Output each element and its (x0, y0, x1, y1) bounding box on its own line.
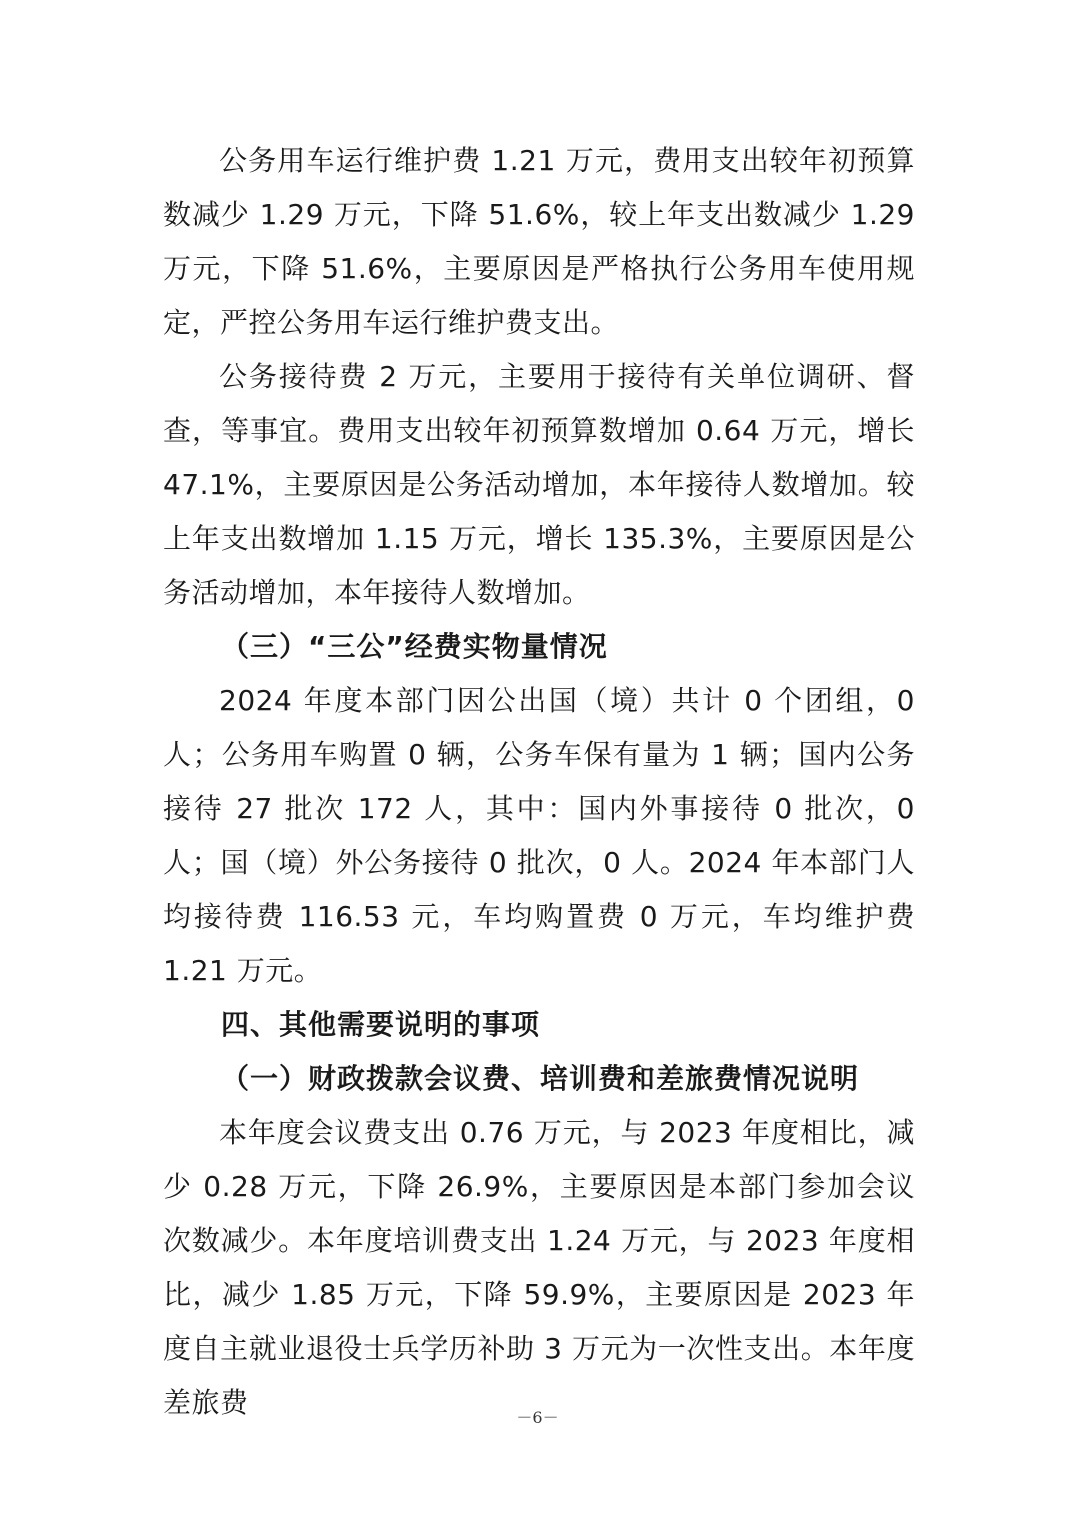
section-heading-other-matters: 四、其他需要说明的事项 (221, 1008, 541, 1041)
paragraph-quantities: 2024 年度本部门因公出国（境）共计 0 个团组，0 人；公务用车购置 0 辆，公务车保有量为 1 辆；国内公务接待 27 批次 172 人，其中：国内外事接待 0 批次，0 人；国（境）外公务接待 0 批次，0 人。2024 年本部门人均接待费 116.53 元，车均购置费 0 万元，车均维护费 1.21 万元。 (163, 684, 915, 987)
section-heading-meeting-training-travel: （一）财政拨款会议费、培训费和差旅费情况说明 (221, 1062, 860, 1095)
page-number: －6－ (516, 1408, 559, 1427)
document-body (163, 134, 915, 1430)
paragraph-vehicle-maintenance: 公务用车运行维护费 1.21 万元，费用支出较年初预算数减少 1.29 万元，下降 51.6%，较上年支出数减少 1.29 万元，下降 51.6%，主要原因是严格执行公务用车使用规定，严控公务用车运行维护费支出。 (163, 144, 915, 339)
paragraph-reception-expenses: 公务接待费 2 万元，主要用于接待有关单位调研、督查，等事宜。费用支出较年初预算数增加 0.64 万元，增长 47.1%，主要原因是公务活动增加，本年接待人数增加。较上年支出数增加 1.15 万元，增长 135.3%，主要原因是公务活动增加，本年接待人数增加。 (163, 360, 915, 609)
section-heading-three-public-quantities: （三）“三公”经费实物量情况 (221, 630, 608, 663)
paragraph-meeting-training-travel: 本年度会议费支出 0.76 万元，与 2023 年度相比，减少 0.28 万元，下降 26.9%，主要原因是本部门参加会议次数减少。本年度培训费支出 1.24 万元，与 2023 年度相比，减少 1.85 万元，下降 59.9%，主要原因是 2023 年度自主就业退役士兵学历补助 3 万元为一次性支出。本年度差旅费 (163, 1116, 915, 1419)
